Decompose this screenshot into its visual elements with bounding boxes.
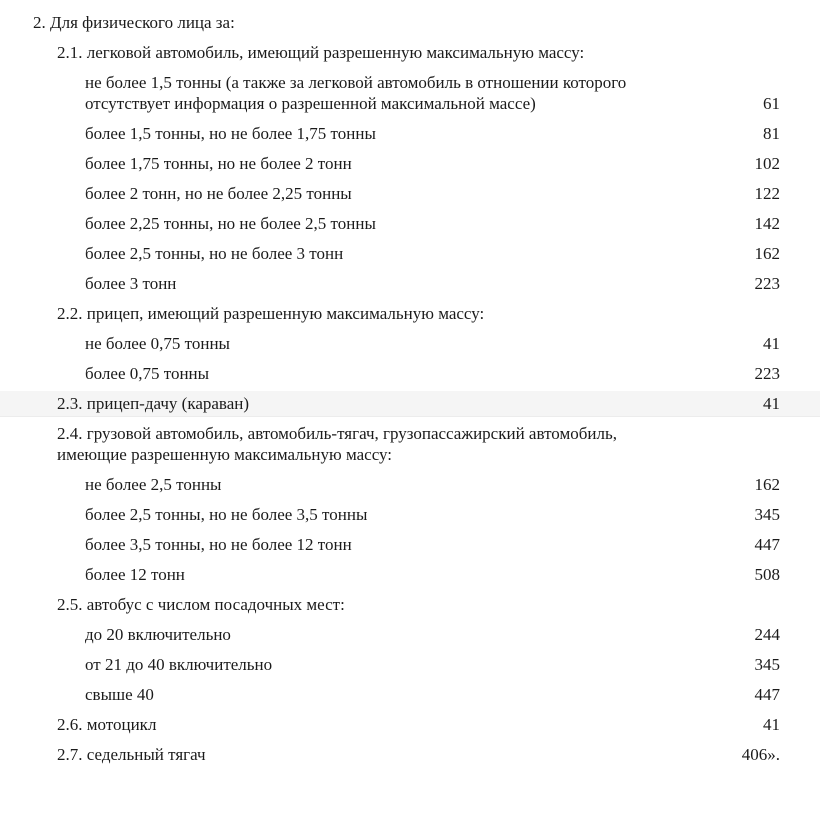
tariff-label: не более 1,5 тонны (а также за легковой автомобиль в отношении которого отсутствует информация о разрешенной максимальной массе) [85, 73, 627, 113]
tariff-value: 244 [754, 625, 780, 644]
section-2-7-title-row [0, 744, 820, 765]
tariff-value: 81 [763, 124, 780, 143]
section-title: 2.3. прицеп-дачу (караван) [57, 394, 250, 413]
section-title: 2.6. мотоцикл [57, 715, 157, 734]
tariff-value: 61 [763, 94, 780, 113]
section-title: 2.1. легковой автомобиль, имеющий разрешенную максимальную массу: [57, 43, 585, 62]
section-2-2-title-row [0, 303, 820, 324]
tariff-label: более 2,5 тонны, но не более 3,5 тонны [85, 505, 368, 524]
section-title: 2.7. седельный тягач [57, 745, 206, 764]
tariff-value: 41 [763, 715, 780, 734]
tariff-label: более 1,5 тонны, но не более 1,75 тонны [85, 124, 376, 143]
tariff-row [0, 273, 820, 294]
tariff-row [0, 333, 820, 354]
tariff-value: 223 [754, 364, 780, 383]
tariff-row [0, 72, 820, 114]
tariff-row [0, 564, 820, 585]
tariff-label: более 2,5 тонны, но не более 3 тонн [85, 244, 344, 263]
tariff-row [0, 504, 820, 525]
tariff-row [0, 684, 820, 705]
tariff-value: 41 [763, 394, 780, 413]
tariff-label: более 2 тонн, но не более 2,25 тонны [85, 184, 352, 203]
tariff-label: не более 2,5 тонны [85, 475, 222, 494]
tariff-value: 508 [754, 565, 780, 584]
tariff-row [0, 183, 820, 204]
tariff-value: 345 [754, 655, 780, 674]
section-2-1-title-row [0, 42, 820, 63]
tariff-label: более 3 тонн [85, 274, 177, 293]
section-title: 2.2. прицеп, имеющий разрешенную максимальную массу: [57, 304, 485, 323]
tariff-row [0, 363, 820, 384]
doc-heading-row [0, 12, 820, 33]
section-2-3-title-row [0, 391, 820, 417]
tariff-row [0, 123, 820, 144]
tariff-value: 142 [754, 214, 780, 233]
tariff-row [0, 243, 820, 264]
tariff-label: более 3,5 тонны, но не более 12 тонн [85, 535, 352, 554]
tariff-value: 41 [763, 334, 780, 353]
tariff-label: от 21 до 40 включительно [85, 655, 273, 674]
tariff-label: более 12 тонн [85, 565, 185, 584]
tariff-row [0, 153, 820, 174]
tariff-value: 162 [754, 475, 780, 494]
tariff-value: 406». [741, 745, 780, 764]
tariff-value: 223 [754, 274, 780, 293]
tariff-row [0, 654, 820, 675]
tariff-label: более 2,25 тонны, но не более 2,5 тонны [85, 214, 376, 233]
tariff-value: 162 [754, 244, 780, 263]
tariff-label: свыше 40 [85, 685, 154, 704]
tariff-row [0, 474, 820, 495]
section-2-6-title-row [0, 714, 820, 735]
tariff-label: до 20 включительно [85, 625, 231, 644]
tariff-value: 447 [754, 535, 780, 554]
tariff-value: 102 [754, 154, 780, 173]
tariff-label: не более 0,75 тонны [85, 334, 230, 353]
tariff-value: 345 [754, 505, 780, 524]
tariff-row [0, 624, 820, 645]
section-2-5-title-row [0, 594, 820, 615]
section-title: 2.5. автобус с числом посадочных мест: [57, 595, 345, 614]
tariff-row [0, 534, 820, 555]
tariff-label: более 1,75 тонны, но не более 2 тонн [85, 154, 352, 173]
section-2-4-title-row [0, 423, 820, 465]
section-title: 2.4. грузовой автомобиль, автомобиль-тягач, грузопассажирский автомобиль, имеющие разрешенную максимальную массу: [57, 424, 617, 464]
tariff-value: 122 [754, 184, 780, 203]
tariff-row [0, 213, 820, 234]
doc-heading: 2. Для физического лица за: [33, 13, 235, 32]
tariff-label: более 0,75 тонны [85, 364, 210, 383]
tariff-value: 447 [754, 685, 780, 704]
